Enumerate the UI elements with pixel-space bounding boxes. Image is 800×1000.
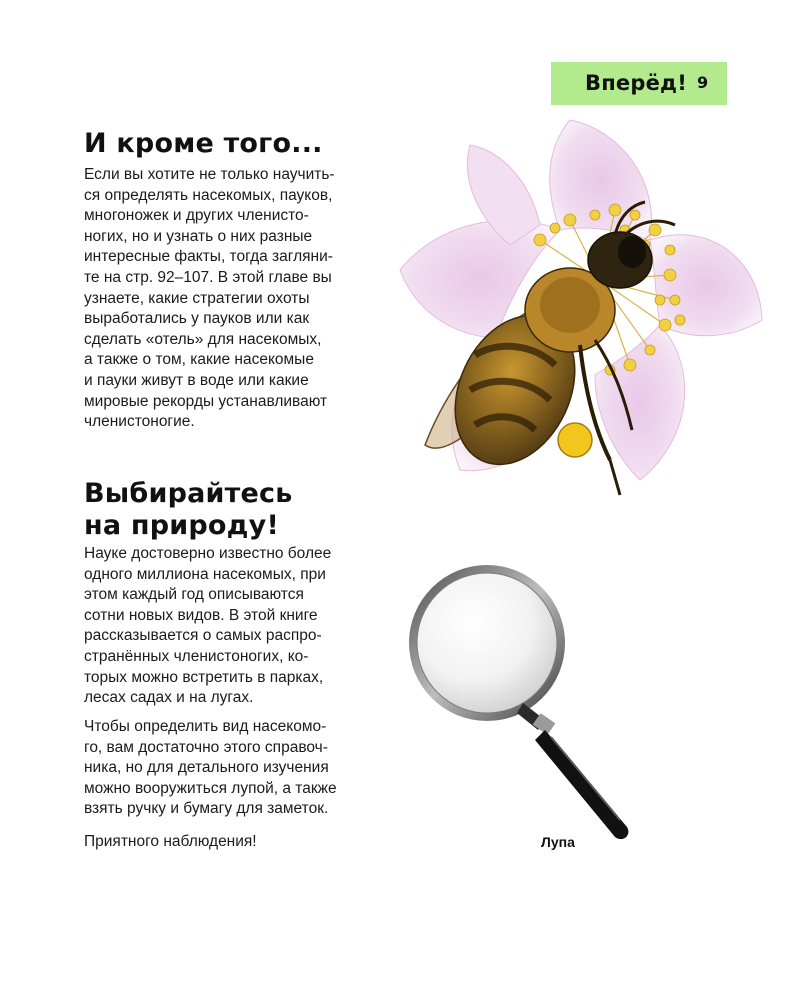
paragraph-science: Науке достоверно известно более одного миллиона насекомых, при этом каждый год описываются сотни новых видов. В этой книге рассказывается о самых распро- странённых членистоногих, ко- торых можно встретить в парках, лесах садах и на лугах. [84, 545, 332, 707]
section-name: Вперёд! [585, 71, 687, 95]
magnifier-caption: Лупа [541, 834, 575, 850]
heading-and-more: И кроме того... [84, 128, 323, 159]
pollen-basket [558, 423, 592, 457]
paragraph-magnifier-advice: Чтобы определить вид насекомо- го, вам достаточно этого справоч- ника, но для детального изучения можно вооружиться лупой, а также взять ручку и бумагу для заметок. [84, 718, 337, 818]
heading-go-outdoors: Выбирайтесь на природу! [84, 478, 293, 541]
paragraph-closing: Приятного наблюдения! [84, 833, 257, 850]
section-header-tab [551, 62, 727, 105]
paragraph-and-more: Если вы хотите не только научить- ся определять насекомых, пауков, многоножек и других членисто- ногих, но и узнать о них разные интересные факты, тогда загляни- те на стр. 92–107. В этой главе вы узнаете, какие стратегии охоты выработались у пауков или как сделать «отель» для насекомых, а также о том, какие насекомые и пауки живут в воде или какие мировые рекорды устанавливают членистоногие. [84, 166, 335, 431]
bee-on-flower-illustration [370, 110, 770, 510]
magnifying-glass-illustration [395, 565, 645, 845]
page-number: 9 [697, 73, 709, 92]
